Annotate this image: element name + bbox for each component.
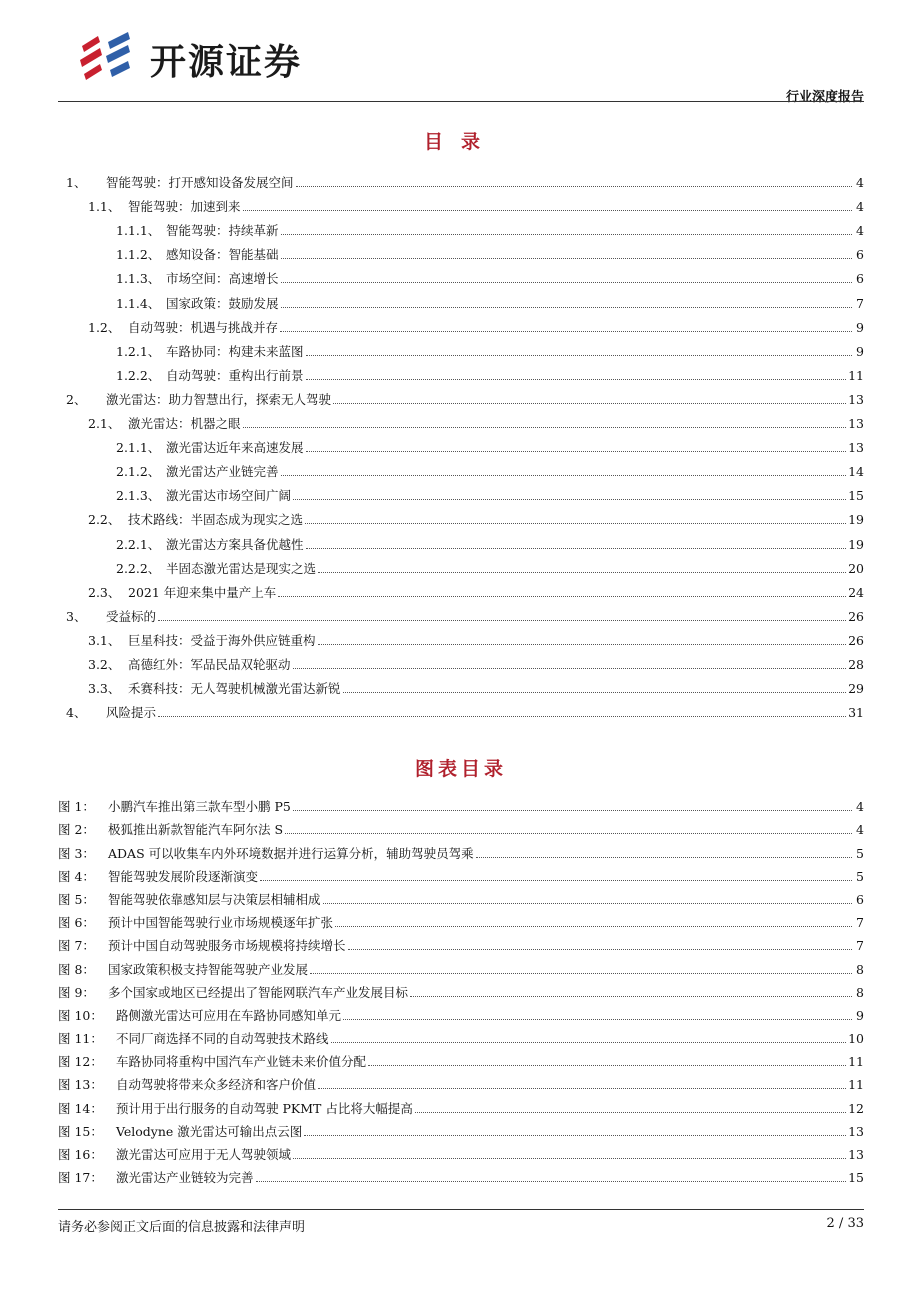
toc-entry-number: 1.1.2、 <box>116 247 161 263</box>
toc-entry-page: 4 <box>856 223 864 239</box>
toc-entry-number: 3.1、 <box>88 632 121 648</box>
dot-leader <box>281 233 852 235</box>
page-header <box>58 22 864 105</box>
toc-entry-number: 2.1.3、 <box>116 488 161 504</box>
figure-entry-label: 国家政策积极支持智能驾驶产业发展 <box>108 961 309 977</box>
toc-entry-number: 2.3、 <box>88 584 121 600</box>
toc-entry-label: 市场空间：高速增长 <box>166 271 279 287</box>
toc-entry-page: 6 <box>856 247 864 263</box>
figure-entry-page: 9 <box>856 1007 864 1023</box>
toc-entry[interactable] <box>58 649 864 673</box>
footer-disclaimer: 请务必参阅正文后面的信息披露和法律声明 <box>58 1220 306 1235</box>
toc-entry-page: 28 <box>848 656 864 672</box>
toc-entry-page: 13 <box>848 391 864 407</box>
figure-entry[interactable] <box>58 1093 864 1116</box>
toc-entry-label: 智能驾驶：打开感知设备发展空间 <box>106 175 294 191</box>
toc-entry-label: 激光雷达近年来高速发展 <box>166 440 304 456</box>
dot-leader <box>293 809 852 811</box>
toc-entry-page: 13 <box>848 416 864 432</box>
toc-entry-page: 29 <box>848 681 864 697</box>
toc-entry-number: 3.2、 <box>88 656 121 672</box>
dot-leader <box>243 209 852 211</box>
figure-entry-page: 4 <box>856 799 864 815</box>
toc-entry-label: 激光雷达：机器之眼 <box>128 416 241 432</box>
figure-entry-label: 智能驾驶依靠感知层与决策层相辅相成 <box>108 891 321 907</box>
figure-entry[interactable] <box>58 954 864 977</box>
figure-entry-number: 图 16： <box>58 1147 103 1162</box>
toc-entry[interactable] <box>58 504 864 528</box>
figure-entry[interactable] <box>58 815 864 838</box>
toc-entry-label: 激光雷达市场空间广阔 <box>166 488 292 504</box>
figure-entry-label: 不同厂商选择不同的自动驾驶技术路线 <box>116 1031 329 1047</box>
toc-entry-label: 自动驾驶：重构出行前景 <box>166 367 304 383</box>
toc-entry-label: 巨星科技：受益于海外供应链重构 <box>128 632 316 648</box>
dot-leader <box>318 643 847 645</box>
toc-entry-page: 19 <box>848 512 864 528</box>
dot-leader <box>296 185 852 187</box>
figure-entry[interactable] <box>58 1024 864 1047</box>
toc-entry-number: 1.1.3、 <box>116 271 161 287</box>
toc-entry[interactable] <box>58 673 864 697</box>
toc-entry[interactable] <box>58 312 864 336</box>
figure-entry-page: 13 <box>848 1147 864 1162</box>
dot-leader <box>256 1180 847 1182</box>
figure-entry[interactable] <box>58 978 864 1001</box>
toc-title: 目录 <box>423 131 498 153</box>
figure-entry-label: 激光雷达产业链较为完善 <box>116 1170 254 1186</box>
toc-entry-label: 车路协同：构建未来蓝图 <box>166 343 304 359</box>
toc-entry-page: 26 <box>848 608 864 624</box>
dot-leader <box>243 426 847 428</box>
toc-entry[interactable] <box>58 287 864 311</box>
figure-list-title: 图表目录 <box>414 758 507 780</box>
figure-list <box>58 792 864 1186</box>
toc-entry[interactable] <box>58 432 864 456</box>
toc-entry-page: 19 <box>848 536 864 552</box>
dot-leader <box>415 1111 846 1113</box>
figure-entry-label: 智能驾驶发展阶段逐渐演变 <box>108 868 259 884</box>
figure-entry-page: 8 <box>856 961 864 977</box>
toc-entry-label: 激光雷达方案具备优越性 <box>166 536 304 552</box>
figure-entry-label: 多个国家或地区已经提出了智能网联汽车产业发展目标 <box>108 984 409 1000</box>
toc-entry-page: 26 <box>848 632 864 648</box>
dot-leader <box>293 498 846 500</box>
dot-leader <box>348 948 852 950</box>
figure-entry-page: 7 <box>856 915 864 931</box>
figure-entry[interactable] <box>58 862 864 885</box>
toc-entry-page: 7 <box>856 295 864 311</box>
figure-entry-number: 图 4： <box>58 868 95 884</box>
figure-entry-page: 8 <box>856 984 864 1000</box>
dot-leader <box>331 1041 847 1043</box>
dot-leader <box>343 1018 852 1020</box>
toc-entry-label: 技术路线：半固态成为现实之选 <box>128 512 304 528</box>
toc-entry-number: 1.2.1、 <box>116 343 161 359</box>
toc-entry[interactable] <box>58 697 864 721</box>
toc-entry[interactable] <box>58 239 864 263</box>
toc-entry[interactable] <box>58 167 864 191</box>
dot-leader <box>306 378 847 380</box>
figure-entry-number: 图 3： <box>58 845 95 861</box>
dot-leader <box>306 450 847 452</box>
figure-entry-number: 图 8： <box>58 961 95 977</box>
figure-entry-number: 图 15： <box>58 1123 103 1139</box>
dot-leader <box>306 547 847 549</box>
dot-leader <box>318 1087 846 1089</box>
toc-entry-number: 3.3、 <box>88 681 121 697</box>
toc-entry-label: 半固态激光雷达是现实之选 <box>166 560 317 576</box>
toc-entry-page: 4 <box>856 175 864 191</box>
figure-entry-page: 10 <box>848 1031 864 1047</box>
figure-entry[interactable] <box>58 908 864 931</box>
toc-entry-number: 4、 <box>66 705 87 721</box>
dot-leader <box>368 1064 846 1066</box>
dot-leader <box>285 832 852 834</box>
dot-leader <box>293 667 847 669</box>
dot-leader <box>335 925 852 927</box>
dot-leader <box>158 715 846 717</box>
figure-entry-page: 12 <box>848 1100 864 1116</box>
dot-leader <box>260 879 852 881</box>
figure-entry[interactable] <box>58 1163 864 1186</box>
figure-entry-label: 预计中国自动驾驶服务市场规模将持续增长 <box>108 938 346 954</box>
toc-entry-label: 激光雷达产业链完善 <box>166 464 279 480</box>
figure-entry-page: 13 <box>848 1123 864 1139</box>
figure-entry[interactable] <box>58 885 864 908</box>
figure-entry-number: 图 10： <box>58 1007 103 1023</box>
dot-leader <box>333 402 846 404</box>
figure-entry-number: 图 2： <box>58 822 95 838</box>
dot-leader <box>281 281 852 283</box>
dot-leader <box>304 1134 846 1136</box>
figure-entry-page: 11 <box>848 1054 864 1070</box>
figure-entry-number: 图 6： <box>58 915 95 931</box>
report-type: 行业深度报告 <box>785 90 864 105</box>
figure-entry-page: 4 <box>856 822 864 838</box>
figure-entry-label: 预计用于出行服务的自动驾驶 PKMT 占比将大幅提高 <box>116 1100 413 1116</box>
toc-entry-label: 自动驾驶：机遇与挑战并存 <box>128 319 279 335</box>
toc-entry-number: 2.2.1、 <box>116 536 161 552</box>
toc-entry-page: 4 <box>856 199 864 215</box>
dot-leader <box>318 571 846 573</box>
dot-leader <box>293 1157 846 1159</box>
toc-entry-label: 风险提示 <box>106 705 157 721</box>
toc-entry-number: 2.1、 <box>88 416 121 432</box>
figure-entry[interactable] <box>58 1140 864 1163</box>
page-number: 2 / 33 <box>826 1216 864 1231</box>
figure-entry-label: 小鹏汽车推出第三款车型小鹏 P5 <box>108 799 291 815</box>
toc-entry[interactable] <box>58 215 864 239</box>
figure-entry-page: 11 <box>848 1077 864 1093</box>
figure-entry-number: 图 7： <box>58 938 95 954</box>
toc-entry[interactable] <box>58 408 864 432</box>
company-logo-icon <box>78 30 138 82</box>
toc-entry-page: 9 <box>856 319 864 335</box>
figure-entry-label: 车路协同将重构中国汽车产业链未来价值分配 <box>116 1054 367 1070</box>
dot-leader <box>281 306 852 308</box>
toc-entry[interactable] <box>58 625 864 649</box>
figure-entry-number: 图 14： <box>58 1100 103 1116</box>
dot-leader <box>280 330 852 332</box>
dot-leader <box>278 595 846 597</box>
toc-entry-label: 感知设备：智能基础 <box>166 247 279 263</box>
footer-divider <box>58 1209 864 1210</box>
figure-entry[interactable] <box>58 1070 864 1093</box>
figure-entry-number: 图 17： <box>58 1170 103 1186</box>
toc-entry-label: 国家政策：鼓励发展 <box>166 295 279 311</box>
toc-entry-page: 15 <box>848 488 864 504</box>
figure-entry-label: 预计中国智能驾驶行业市场规模逐年扩张 <box>108 915 334 931</box>
dot-leader <box>158 619 846 621</box>
figure-entry[interactable] <box>58 1047 864 1070</box>
dot-leader <box>305 522 846 524</box>
toc-entry[interactable] <box>58 577 864 601</box>
figure-entry-page: 5 <box>856 868 864 884</box>
toc-entry-label: 智能驾驶：加速到来 <box>128 199 241 215</box>
toc-entry[interactable] <box>58 553 864 577</box>
toc-entry[interactable] <box>58 263 864 287</box>
toc-entry-page: 20 <box>848 560 864 576</box>
figure-entry-page: 5 <box>856 845 864 861</box>
toc-entry-number: 1.1.1、 <box>116 223 161 239</box>
toc-entry-label: 智能驾驶：持续革新 <box>166 223 279 239</box>
toc-list <box>58 167 864 721</box>
toc-entry-page: 9 <box>856 343 864 359</box>
toc-entry[interactable] <box>58 528 864 552</box>
dot-leader <box>306 354 852 356</box>
figure-entry[interactable] <box>58 838 864 861</box>
toc-entry-number: 2、 <box>66 391 87 407</box>
toc-entry[interactable] <box>58 456 864 480</box>
dot-leader <box>410 995 852 997</box>
figure-entry[interactable] <box>58 931 864 954</box>
toc-entry[interactable] <box>58 191 864 215</box>
figure-entry-label: Velodyne 激光雷达可输出点云图 <box>116 1123 303 1139</box>
toc-entry[interactable] <box>58 384 864 408</box>
toc-entry-page: 24 <box>848 584 864 600</box>
figure-entry-number: 图 12： <box>58 1054 103 1070</box>
figure-entry-number: 图 9： <box>58 984 95 1000</box>
figure-entry-number: 图 1： <box>58 799 95 815</box>
toc-entry[interactable] <box>58 360 864 384</box>
figure-entry-label: 自动驾驶将带来众多经济和客户价值 <box>116 1077 317 1093</box>
toc-entry-label: 受益标的 <box>106 608 157 624</box>
figure-entry-label: 路侧激光雷达可应用在车路协同感知单元 <box>116 1007 342 1023</box>
header-divider <box>58 101 864 102</box>
toc-entry-page: 14 <box>848 464 864 480</box>
dot-leader <box>281 474 847 476</box>
figure-entry[interactable] <box>58 792 864 815</box>
toc-entry-number: 3、 <box>66 608 87 624</box>
dot-leader <box>281 257 852 259</box>
toc-entry[interactable] <box>58 480 864 504</box>
dot-leader <box>310 972 852 974</box>
figure-entry-page: 15 <box>848 1170 864 1186</box>
figure-entry-number: 图 13： <box>58 1077 103 1093</box>
toc-entry-number: 1、 <box>66 175 87 191</box>
toc-entry-page: 13 <box>848 440 864 456</box>
toc-entry-number: 1.1、 <box>88 199 121 215</box>
figure-entry-number: 图 5： <box>58 891 95 907</box>
toc-entry-label: 禾赛科技：无人驾驶机械激光雷达新锐 <box>128 681 341 697</box>
toc-entry-page: 6 <box>856 271 864 287</box>
toc-entry-number: 2.1.2、 <box>116 464 161 480</box>
toc-entry-number: 2.2、 <box>88 512 121 528</box>
toc-entry-number: 1.2、 <box>88 319 121 335</box>
figure-entry[interactable] <box>58 1001 864 1024</box>
dot-leader <box>323 902 852 904</box>
figure-entry-page: 6 <box>856 891 864 907</box>
toc-entry[interactable] <box>58 601 864 625</box>
toc-entry-number: 2.1.1、 <box>116 440 161 456</box>
toc-entry-number: 1.2.2、 <box>116 367 161 383</box>
toc-entry-page: 31 <box>848 705 864 721</box>
toc-entry-number: 2.2.2、 <box>116 560 161 576</box>
figure-entry-label: ADAS 可以收集车内外环境数据并进行运算分析，辅助驾驶员驾乘 <box>108 845 474 861</box>
toc-entry-page: 11 <box>848 367 864 383</box>
figure-entry-label: 极狐推出新款智能汽车阿尔法 S <box>108 822 284 838</box>
toc-entry-label: 高德红外：军品民品双轮驱动 <box>128 656 291 672</box>
toc-entry-label: 2021 年迎来集中量产上车 <box>128 584 277 600</box>
figure-entry-label: 激光雷达可应用于无人驾驶领域 <box>116 1147 292 1162</box>
dot-leader <box>343 691 847 693</box>
dot-leader <box>476 856 852 858</box>
figure-entry[interactable] <box>58 1117 864 1140</box>
figure-entry-number: 图 11： <box>58 1031 103 1047</box>
toc-entry-label: 激光雷达：助力智慧出行，探索无人驾驶 <box>106 391 332 407</box>
company-name: 开源证券 <box>150 42 303 83</box>
figure-entry-page: 7 <box>856 938 864 954</box>
toc-entry-number: 1.1.4、 <box>116 295 161 311</box>
toc-entry[interactable] <box>58 336 864 360</box>
